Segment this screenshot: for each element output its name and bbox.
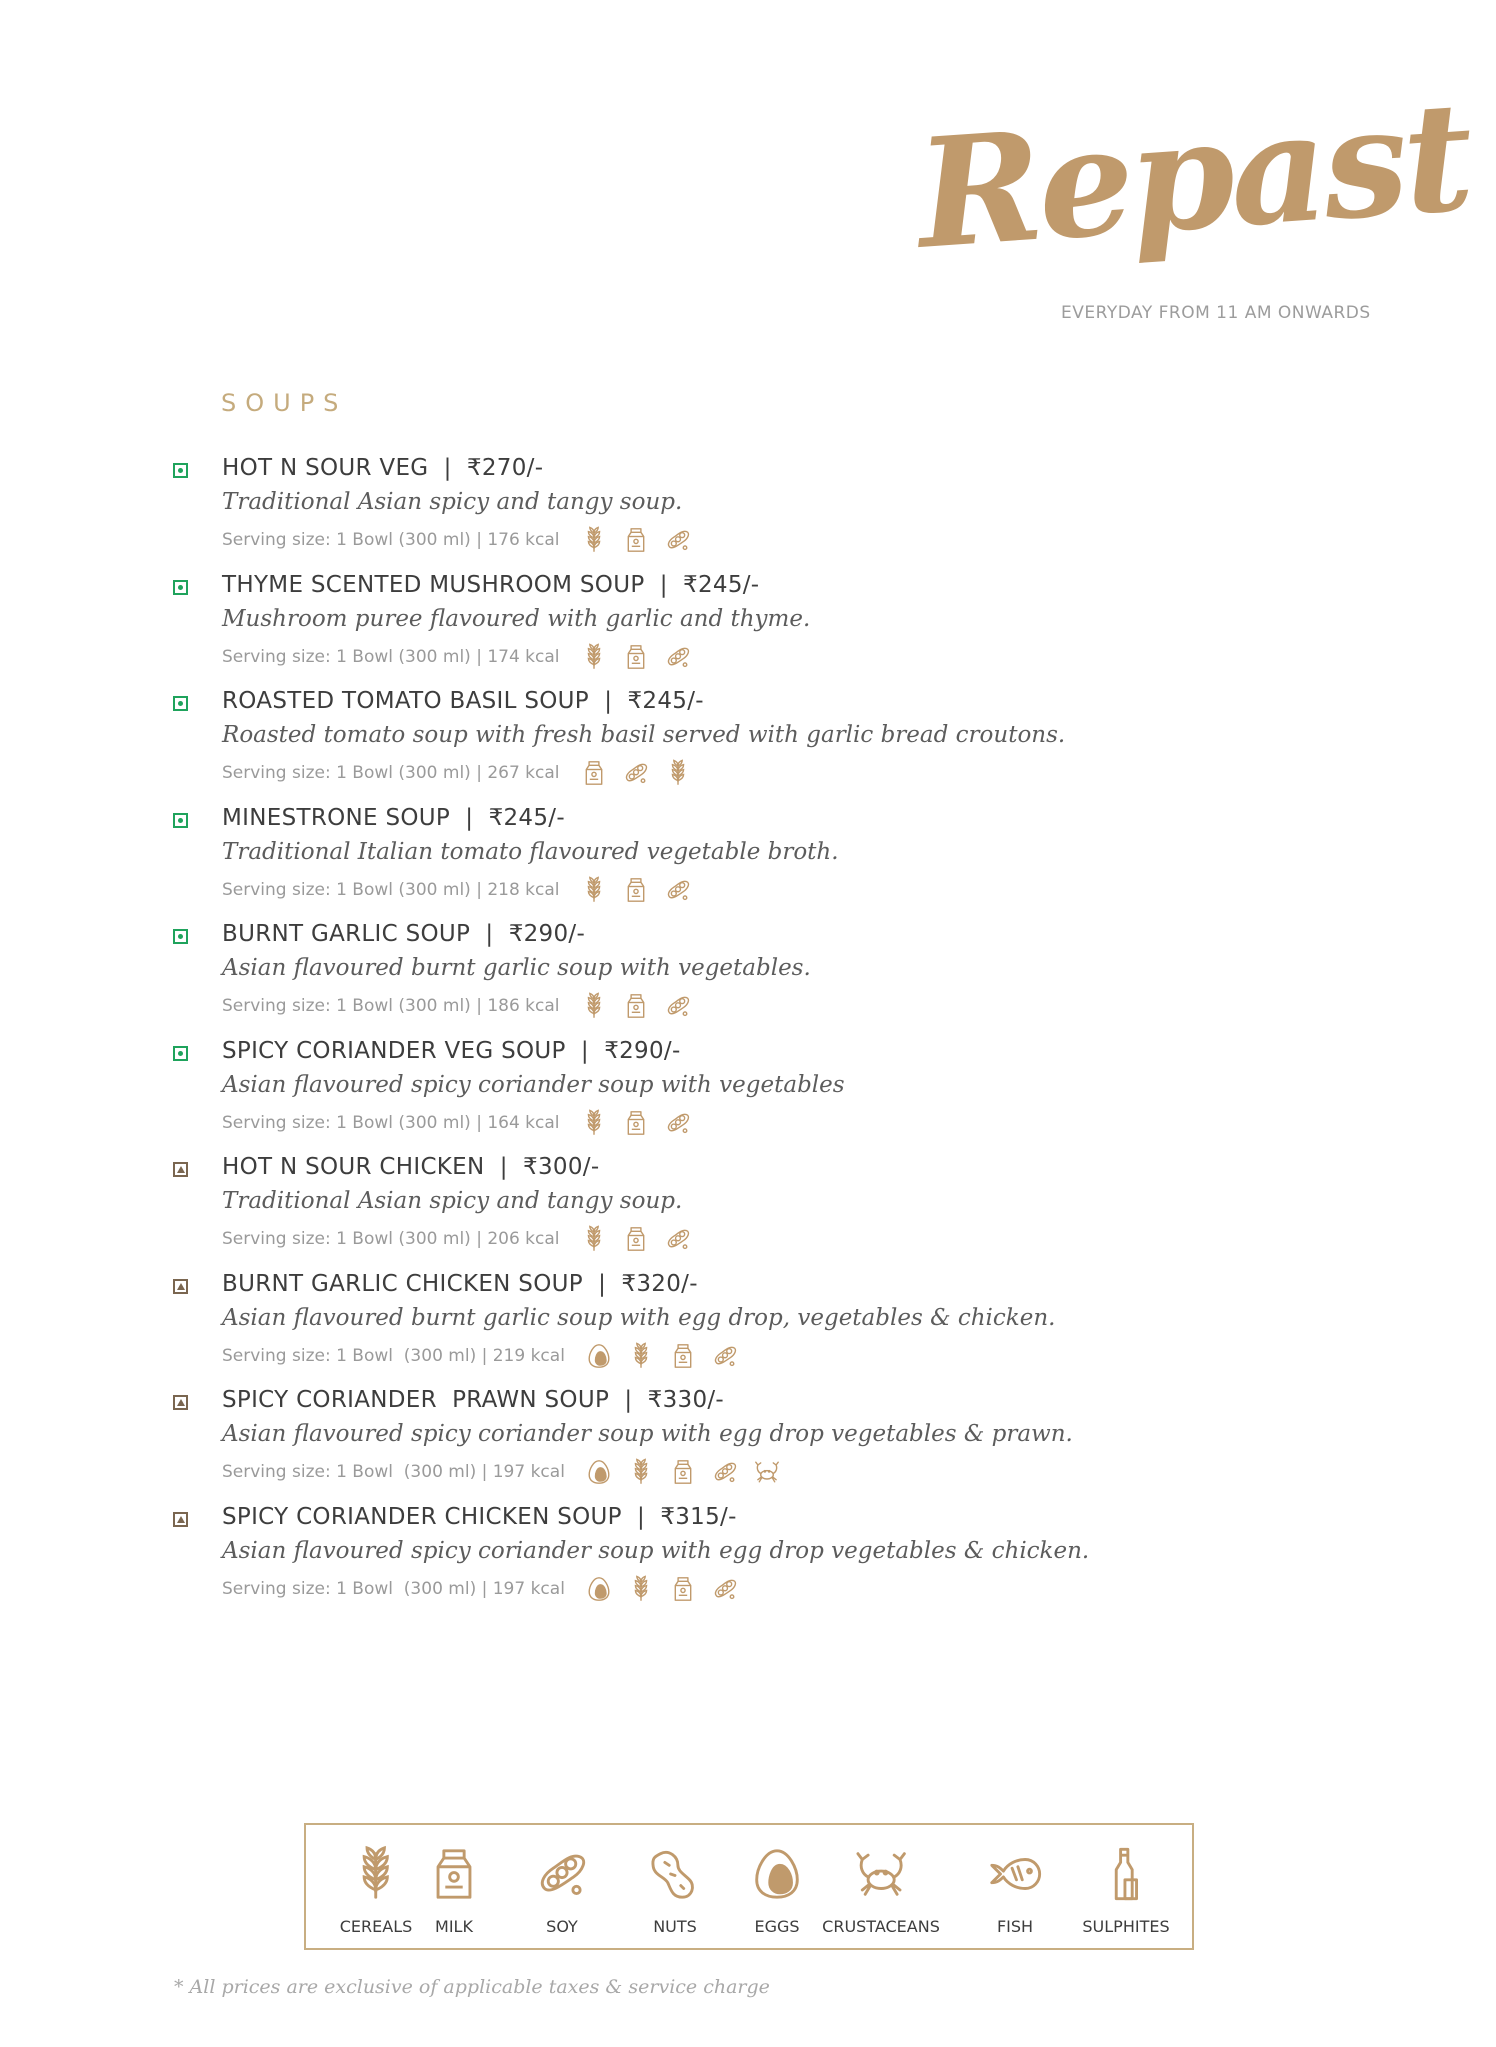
soy-icon xyxy=(711,1341,739,1371)
section-title: SOUPS xyxy=(221,389,348,417)
opening-hours: EVERYDAY FROM 11 AM ONWARDS xyxy=(1061,303,1371,323)
cereals-icon xyxy=(580,525,608,555)
separator: | xyxy=(609,1387,648,1413)
legend-label: NUTS xyxy=(653,1917,697,1936)
item-description: Traditional Italian tomato flavoured vegetable broth. xyxy=(222,838,839,865)
legend-item-crustaceans xyxy=(822,1845,940,1936)
separator: | xyxy=(582,1270,622,1297)
item-serving-row xyxy=(222,875,692,905)
menu-item xyxy=(173,1038,1273,1155)
repast-logo: Repast xyxy=(911,68,1475,283)
item-price: ₹315/- xyxy=(660,1503,737,1530)
separator: | xyxy=(484,1154,524,1180)
item-serving: Serving size: 1 Bowl (300 ml) | 197 kcal xyxy=(222,1578,565,1599)
eggs-icon xyxy=(748,1845,806,1903)
soy-icon xyxy=(533,1845,591,1903)
item-price: ₹290/- xyxy=(604,1037,681,1064)
item-serving: Serving size: 1 Bowl (300 ml) | 219 kcal xyxy=(222,1345,565,1366)
item-serving-row xyxy=(222,642,692,672)
eggs-icon xyxy=(585,1457,613,1487)
item-title xyxy=(222,1504,737,1530)
cereals-icon xyxy=(580,1224,608,1254)
cereals-icon xyxy=(627,1457,655,1487)
item-serving: Serving size: 1 Bowl (300 ml) | 174 kcal xyxy=(222,646,560,667)
separator: | xyxy=(588,688,628,714)
item-price: ₹290/- xyxy=(508,921,586,947)
veg-marker-icon xyxy=(173,580,188,595)
item-description: Asian flavoured burnt garlic soup with egg drop, vegetables & chicken. xyxy=(222,1304,1056,1331)
item-title xyxy=(222,1154,599,1180)
legend-item-soy xyxy=(533,1845,591,1936)
fish-icon xyxy=(986,1845,1044,1903)
cereals-icon xyxy=(627,1574,655,1604)
soy-icon xyxy=(664,875,692,905)
item-title xyxy=(222,805,565,831)
veg-marker-icon xyxy=(173,696,188,711)
cereals-icon xyxy=(580,875,608,905)
milk-icon xyxy=(622,1224,650,1254)
item-name: SPICY CORIANDER PRAWN SOUP xyxy=(222,1387,610,1413)
item-name: SPICY CORIANDER VEG SOUP xyxy=(222,1037,566,1064)
legend-label: FISH xyxy=(996,1917,1034,1936)
soy-icon xyxy=(622,758,650,788)
item-serving: Serving size: 1 Bowl (300 ml) | 197 kcal xyxy=(222,1462,565,1482)
item-name: BURNT GARLIC SOUP xyxy=(222,921,471,947)
cereals-icon xyxy=(627,1341,655,1371)
item-price: ₹245/- xyxy=(683,571,760,598)
item-price: ₹245/- xyxy=(627,688,704,714)
item-name: HOT N SOUR VEG xyxy=(222,455,429,481)
legend-item-milk xyxy=(425,1845,483,1936)
item-serving-row xyxy=(222,1108,692,1138)
milk-icon xyxy=(622,991,650,1021)
item-description: Mushroom puree flavoured with garlic and thyme. xyxy=(222,605,811,632)
item-serving: Serving size: 1 Bowl (300 ml) | 267 kcal xyxy=(222,763,560,783)
item-description: Asian flavoured spicy coriander soup with egg drop vegetables & prawn. xyxy=(222,1421,1073,1447)
item-serving-row xyxy=(222,1574,739,1604)
item-title xyxy=(222,1271,698,1297)
legend-item-fish xyxy=(986,1845,1044,1936)
item-title xyxy=(222,1387,724,1413)
item-serving: Serving size: 1 Bowl (300 ml) | 218 kcal xyxy=(222,879,560,900)
item-serving-row xyxy=(222,1457,781,1487)
veg-marker-icon xyxy=(173,1046,188,1061)
veg-marker-icon xyxy=(173,463,188,478)
item-price: ₹300/- xyxy=(523,1154,600,1180)
footnote: * All prices are exclusive of applicable taxes & service charge xyxy=(174,1976,770,1998)
item-price: ₹245/- xyxy=(488,804,565,831)
menu-item xyxy=(173,455,1273,572)
item-serving-row xyxy=(222,991,692,1021)
soy-icon xyxy=(664,525,692,555)
item-title xyxy=(222,455,543,481)
milk-icon xyxy=(580,758,608,788)
milk-icon xyxy=(622,875,650,905)
legend-label: CRUSTACEANS xyxy=(822,1917,940,1936)
legend-label: CEREALS xyxy=(339,1917,413,1936)
item-name: HOT N SOUR CHICKEN xyxy=(222,1154,485,1180)
soy-icon xyxy=(664,642,692,672)
milk-icon xyxy=(669,1574,697,1604)
sulphites-icon xyxy=(1097,1845,1155,1903)
menu-item xyxy=(173,1271,1273,1388)
item-serving: Serving size: 1 Bowl (300 ml) | 164 kcal xyxy=(222,1112,560,1133)
eggs-icon xyxy=(585,1574,613,1604)
legend-label: MILK xyxy=(435,1917,473,1936)
legend-item-cereals xyxy=(340,1845,413,1936)
item-description: Traditional Asian spicy and tangy soup. xyxy=(222,1188,683,1214)
milk-icon xyxy=(622,1108,650,1138)
crustaceans-icon xyxy=(852,1845,910,1903)
item-serving: Serving size: 1 Bowl (300 ml) | 186 kcal xyxy=(222,996,560,1016)
menu-item xyxy=(173,1154,1273,1271)
soy-icon xyxy=(711,1574,739,1604)
item-title xyxy=(222,572,759,598)
menu-item xyxy=(173,805,1273,922)
item-title xyxy=(222,921,585,947)
separator: | xyxy=(470,921,509,947)
soy-icon xyxy=(664,1224,692,1254)
separator: | xyxy=(450,804,489,831)
cereals-icon xyxy=(664,758,692,788)
item-description: Roasted tomato soup with fresh basil served with garlic bread croutons. xyxy=(222,722,1066,748)
item-price: ₹330/- xyxy=(647,1387,725,1413)
menu-item xyxy=(173,1504,1273,1621)
legend-item-eggs xyxy=(748,1845,806,1936)
cereals-icon xyxy=(347,1845,405,1903)
menu-item xyxy=(173,1387,1273,1504)
menu-item xyxy=(173,921,1273,1038)
eggs-icon xyxy=(585,1341,613,1371)
milk-icon xyxy=(669,1341,697,1371)
menu-list xyxy=(173,455,1273,1620)
item-name: MINESTRONE SOUP xyxy=(222,804,451,831)
menu-item xyxy=(173,572,1273,689)
item-description: Asian flavoured burnt garlic soup with vegetables. xyxy=(222,955,811,981)
soy-icon xyxy=(711,1457,739,1487)
item-title xyxy=(222,688,704,714)
item-serving-row xyxy=(222,1224,692,1254)
non-veg-marker-icon xyxy=(173,1279,188,1294)
item-serving: Serving size: 1 Bowl (300 ml) | 206 kcal xyxy=(222,1229,560,1249)
item-title xyxy=(222,1038,681,1064)
legend-label: SULPHITES xyxy=(1082,1917,1170,1936)
menu-item xyxy=(173,688,1273,805)
veg-marker-icon xyxy=(173,813,188,828)
item-price: ₹270/- xyxy=(466,455,544,481)
item-description: Asian flavoured spicy coriander soup with vegetables xyxy=(222,1071,845,1098)
item-description: Asian flavoured spicy coriander soup with egg drop vegetables & chicken. xyxy=(222,1537,1090,1564)
separator: | xyxy=(428,455,467,481)
legend-item-nuts xyxy=(646,1845,704,1936)
non-veg-marker-icon xyxy=(173,1512,188,1527)
soy-icon xyxy=(664,991,692,1021)
legend-label: EGGS xyxy=(754,1917,800,1936)
item-serving: Serving size: 1 Bowl (300 ml) | 176 kcal xyxy=(222,530,560,550)
item-serving-row xyxy=(222,525,692,555)
item-name: SPICY CORIANDER CHICKEN SOUP xyxy=(222,1503,622,1530)
non-veg-marker-icon xyxy=(173,1162,188,1177)
milk-icon xyxy=(669,1457,697,1487)
cereals-icon xyxy=(580,642,608,672)
milk-icon xyxy=(622,525,650,555)
legend-label: SOY xyxy=(546,1917,578,1936)
item-name: BURNT GARLIC CHICKEN SOUP xyxy=(222,1270,583,1297)
nuts-icon xyxy=(646,1845,704,1903)
veg-marker-icon xyxy=(173,929,188,944)
soy-icon xyxy=(664,1108,692,1138)
item-name: ROASTED TOMATO BASIL SOUP xyxy=(222,688,589,714)
item-serving-row xyxy=(222,758,692,788)
item-price: ₹320/- xyxy=(621,1270,698,1297)
separator: | xyxy=(565,1037,605,1064)
cereals-icon xyxy=(580,991,608,1021)
milk-icon xyxy=(622,642,650,672)
item-name: THYME SCENTED MUSHROOM SOUP xyxy=(222,571,645,598)
separator: | xyxy=(621,1503,661,1530)
separator: | xyxy=(644,571,684,598)
item-description: Traditional Asian spicy and tangy soup. xyxy=(222,489,683,515)
non-veg-marker-icon xyxy=(173,1395,188,1410)
allergen-legend xyxy=(304,1823,1194,1950)
item-serving-row xyxy=(222,1341,739,1371)
crustaceans-icon xyxy=(753,1457,781,1487)
legend-item-sulphites xyxy=(1082,1845,1169,1936)
milk-icon xyxy=(425,1845,483,1903)
cereals-icon xyxy=(580,1108,608,1138)
